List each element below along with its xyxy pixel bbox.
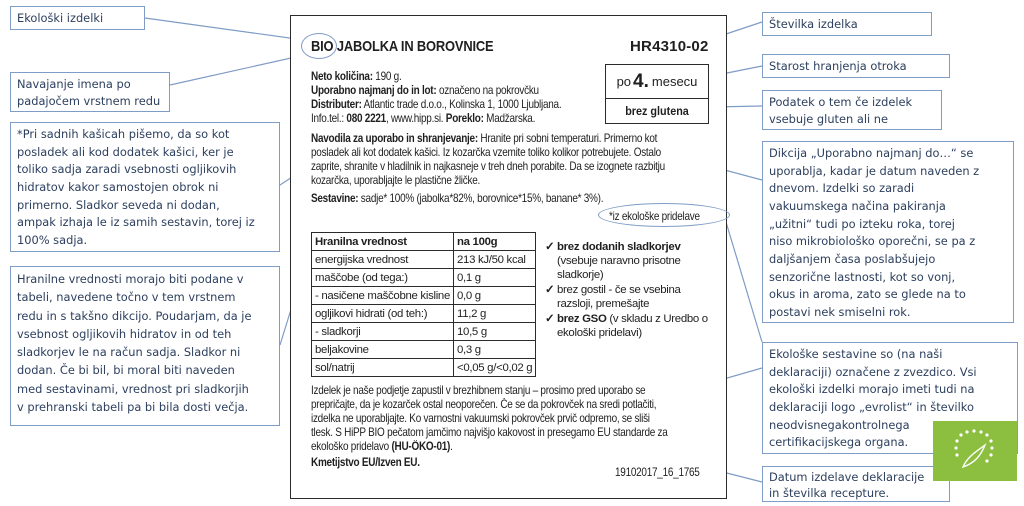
origin-value: Madžarska.: [483, 112, 536, 125]
leader-organic: [145, 18, 304, 40]
note-line: postavi nek smiselni rok.: [769, 305, 911, 320]
note-line: neodvisnegakontrolnega: [769, 417, 910, 432]
note-line: padajočem vrstnem redu: [17, 93, 161, 108]
agriculture-text: Kmetijstvo EU/Izven EU.: [311, 456, 420, 469]
instructions-line-3: zaprite, shranite v hladilnik in najkasneje v treh dneh porabite. Da se izognete razbitju: [311, 160, 665, 173]
table-cell: <0,05 g/<0,02 g: [454, 359, 536, 377]
note-line: deklaraciji logo „evrolist“ in številko: [769, 400, 974, 415]
note-line: toliko sadja zaradi vsebnosti ogljikovih: [17, 162, 237, 177]
claims-list: [545, 240, 708, 341]
note-line: med sestavinami, vrednost pri sladkorjih: [17, 381, 249, 396]
checkmark-icon: ✓: [545, 284, 555, 296]
table-cell: 10,5 g: [454, 323, 536, 341]
highlight-bio: [301, 33, 337, 59]
claim-line: (vsebuje naravno prisotne: [557, 255, 681, 267]
claim-no-gmo: [545, 312, 708, 340]
note-line: 100% sadja.: [17, 233, 88, 248]
table-cell: maščobe (od tega:): [312, 269, 454, 287]
age-number: 4.: [633, 70, 649, 92]
ingredients-label: Sestavine:: [311, 192, 359, 205]
declaration-date-code: 19102017_16_1765: [615, 466, 700, 479]
note-line: sladkorjev le na račun sadja. Sladkor ni: [17, 345, 241, 359]
note-line: hidratov kakor samostojen obrok ni: [17, 180, 219, 195]
checkmark-icon: ✓: [545, 313, 555, 325]
note-line: Navajanje imena po: [17, 77, 131, 91]
note-line: ampak izhaja le iz samih sestavin, torej iz: [17, 215, 255, 230]
note-line: daljšanjem časa poslabšujejo: [769, 252, 936, 267]
eu-organic-logo: [933, 421, 1017, 481]
claim-line: sladkorje): [557, 269, 604, 281]
note-line: okus in aroma, zato se glede na to: [769, 287, 966, 302]
info-line: [311, 112, 535, 126]
origin-label: Poreklo:: [443, 112, 484, 125]
note-line: tabeli, navedene točno v tem vrstnem: [17, 290, 236, 305]
note-child-age: [762, 54, 950, 78]
age-suffix: mesecu: [651, 74, 698, 89]
table-cell: 11,2 g: [454, 305, 536, 323]
claim-no-added-sugar: [545, 240, 708, 282]
note-declaration-date: [762, 466, 950, 502]
cert-code: (HU-ÖKO-01): [391, 440, 451, 453]
ingredients-value: sadje* 100% (jabolka*82%, borovnice*15%, banane* 3%).: [358, 192, 604, 205]
note-line: in številka recepture.: [769, 485, 890, 500]
note-line: vsebnost ogljikovih hidratov in od teh: [17, 326, 232, 341]
note-name-order: [10, 72, 170, 112]
note-nutrition-values: [10, 266, 280, 426]
note-organic-text: Ekološki izdelki: [17, 11, 104, 25]
instructions-label: Navodila za uporabo in shranjevanje:: [311, 132, 478, 145]
table-cell: 0,0 g: [454, 287, 536, 305]
closing-line-3: izdelka ne uporabljajte. Ko varnostni vakuumski pokrovček prvič odpremo, se sliši: [311, 412, 650, 425]
product-code: HR4310-02: [630, 38, 709, 55]
table-cell: 213 kJ/50 kcal: [454, 251, 536, 269]
note-line: senzorične lastnosti, kot so vonj,: [769, 269, 956, 284]
note-line: deklaraciji) označene z zvezdico. Vsi: [769, 364, 977, 379]
note-product-number-text: Številka izdelka: [769, 17, 858, 31]
closing-line-5: [311, 440, 453, 454]
table-cell: beljakovine: [312, 341, 454, 359]
highlight-organic-note: [598, 203, 730, 227]
net-label: Neto količina:: [311, 70, 373, 83]
note-line: Podatek o tem če izdelek: [769, 95, 913, 109]
note-product-number: [762, 12, 932, 36]
checkmark-icon: ✓: [545, 241, 555, 253]
table-row: [312, 323, 536, 341]
claim-bold: brez dodanih sladkorjev: [557, 241, 681, 253]
note-line: certifikacijskega organa.: [769, 435, 909, 450]
note-line: uporablja, kadar je datum naveden z: [769, 163, 980, 178]
instructions-text: Hranite pri sobni temperaturi. Primerno kot: [477, 132, 658, 145]
best-before-value: označeno na pokrovčku: [436, 84, 539, 97]
best-before-label: Uporabno najmanj do in lot:: [311, 84, 437, 97]
claim-line: razsloji, premešajte: [557, 298, 650, 310]
leader-organic-ingredients-1: [726, 222, 762, 342]
note-line: vsebuje gluten ali ne: [769, 111, 889, 126]
claim-text: (v skladu z Uredbo o: [606, 313, 708, 325]
net-value: 190 g.: [372, 70, 402, 83]
note-line: vakuumskega načina pakiranja: [769, 199, 946, 214]
agriculture: [311, 456, 420, 470]
title-bio: BIO: [311, 38, 334, 55]
eu-leaf-icon: [933, 421, 1017, 481]
table-cell: sol/natrij: [312, 359, 454, 377]
claim-text: brez gostil - če se vsebina: [557, 284, 681, 296]
table-row: [312, 269, 536, 287]
table-row: [312, 251, 536, 269]
closing-line-1: Izdelek je naše podjetje zapustil v brezhibnem stanju – prosimo pred uporabo se: [311, 384, 646, 397]
claim-no-thickeners: [545, 283, 708, 311]
table-header-cell: Hranilna vrednost: [312, 233, 454, 251]
note-line: Ekološke sestavine so (na naši: [769, 347, 943, 361]
table-cell: 0,3 g: [454, 341, 536, 359]
gluten-info: brez glutena: [625, 104, 689, 118]
note-line: ekološki izdelki morajo imeti tudi na: [769, 382, 975, 397]
table-cell: ogljikovi hidrati (od teh:): [312, 305, 454, 323]
organic-note: *iz ekološke pridelave: [609, 210, 700, 223]
distributor-value: Atlantic trade d.o.o., Kolinska 1, 1000 Ljubljana.: [361, 98, 562, 111]
note-line: Dikcija „Uporabno najmanj do…“ se: [769, 146, 974, 160]
note-child-age-text: Starost hranjenja otroka: [769, 59, 907, 73]
note-best-before: [762, 141, 1014, 323]
distributor: [311, 98, 561, 112]
age-prefix: po: [616, 74, 632, 89]
note-line: niso mikrobiološko oporečni, se pa z: [769, 234, 976, 249]
table-cell: - sladkorji: [312, 323, 454, 341]
table-row: [312, 359, 536, 377]
table-row: [312, 341, 536, 359]
title-name: JABOLKA IN BOROVNICE: [333, 38, 494, 55]
note-line: v prehranski tabeli pa bi bila dosti večja.: [17, 399, 249, 414]
table-cell: - nasičene maščobne kisline: [312, 287, 454, 305]
table-row: [312, 287, 536, 305]
note-organic-products: [10, 6, 145, 30]
note-line: redu in s takšno dikcijo. Poudarjam, da je: [17, 308, 252, 323]
nutrition-table: [311, 232, 536, 377]
note-fruit-puree: [10, 122, 280, 252]
table-cell: energijska vrednost: [312, 251, 454, 269]
closing-line-4: tlesk. S HiPP BIO pečatom jamčimo najvišjo kakovost in presegamo EU standarde za: [311, 426, 668, 439]
note-line: posladek ali kod dodatek kašici, ker je: [17, 144, 234, 159]
age-box: [606, 65, 708, 99]
note-line: dodan. Če bi bil, bi moral biti naveden: [17, 363, 235, 378]
info-web: , www.hipp.si.: [385, 112, 444, 125]
note-line: primerno. Sladkor seveda ni dodan,: [17, 197, 220, 212]
table-header-row: [312, 233, 536, 251]
note-line: Hranilne vrednosti morajo biti podane v: [17, 272, 244, 286]
distributor-label: Distributer:: [311, 98, 362, 111]
best-before: [311, 84, 539, 98]
instructions-line-2: posladek ali kot dodatek kašici. Iz kozarčka vzemite toliko kolikor potrebujete. Ostalo: [311, 146, 661, 159]
claim-line: ekološki pridelavi): [557, 327, 642, 339]
info-label: Info.tel.:: [311, 112, 344, 125]
product-title: [311, 38, 493, 55]
closing-line-2: prepričajte, da je kozarček ostal neoporečen. Če se da pokrovček na sredi potlačiti,: [311, 398, 657, 411]
closing-text: ekološko pridelavo: [311, 440, 392, 453]
product-label: [290, 15, 727, 499]
note-line: „užitni“ tudi po izteku roka, torej: [769, 216, 955, 231]
note-line: Datum izdelave deklaracije: [769, 470, 925, 484]
note-line: dnevom. Izdelki so zaradi: [769, 181, 915, 196]
info-phone: 080 2221: [343, 112, 386, 125]
instructions-line-1: [311, 132, 657, 146]
table-row: [312, 305, 536, 323]
closing-end: .: [450, 440, 453, 453]
net-quantity: [311, 70, 401, 84]
table-header-cell: na 100g: [454, 233, 536, 251]
table-cell: 0,1 g: [454, 269, 536, 287]
note-gluten: [762, 90, 942, 130]
instructions-line-4: kozarčka, uporabljajte le plastične žličke.: [311, 174, 481, 187]
ingredients: [311, 192, 603, 206]
note-line: *Pri sadnih kašicah pišemo, da so kot: [17, 127, 230, 141]
claim-bold: brez GSO: [557, 313, 607, 325]
age-gluten-box: [605, 64, 709, 124]
